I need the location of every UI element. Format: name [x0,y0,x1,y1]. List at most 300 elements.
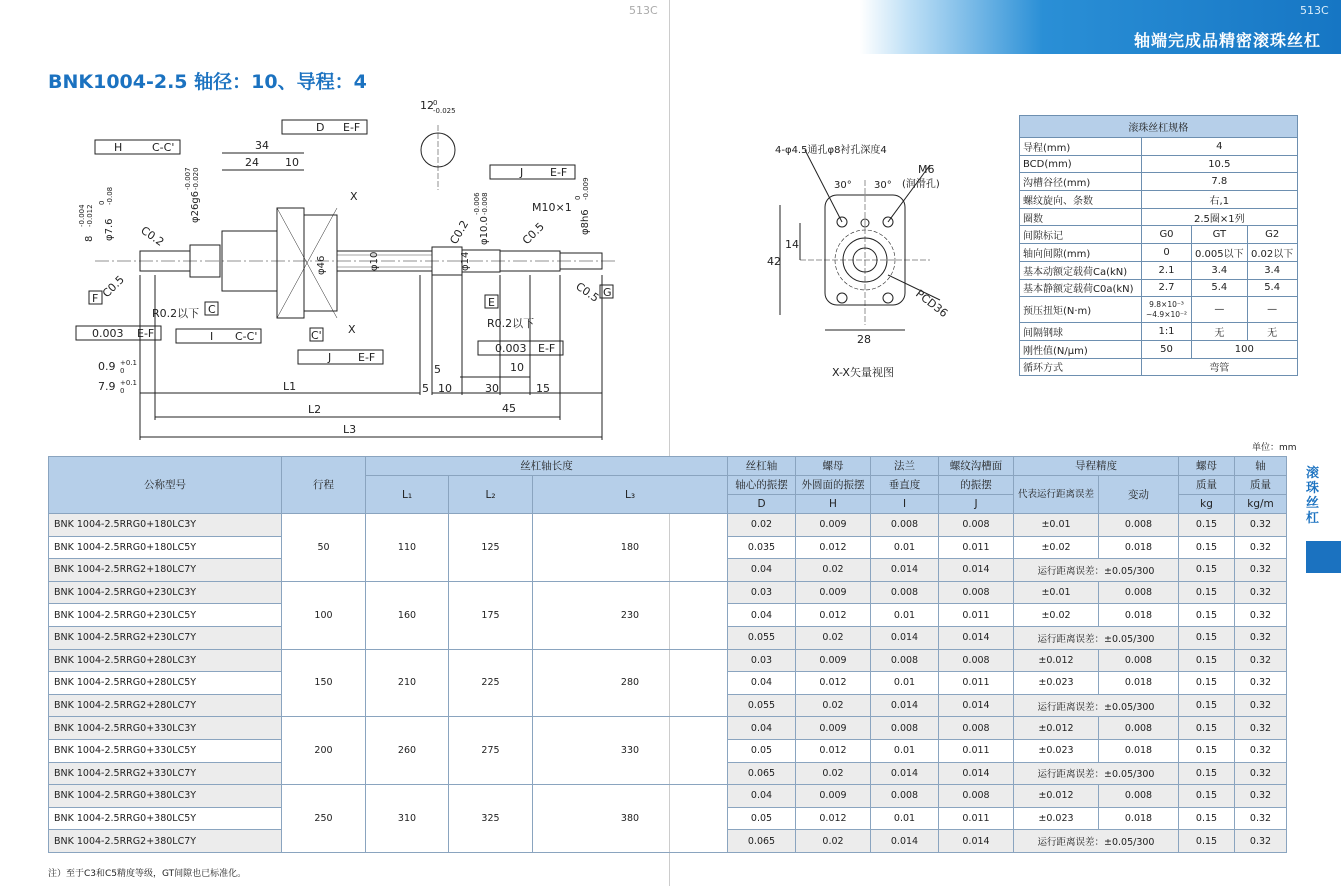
label-c-prime: C' [311,329,322,342]
label-c05-left: C0.5 [99,273,127,301]
table-cell: 0.014 [939,694,1014,717]
table-cell: 0.055 [728,626,796,649]
spec-label: 预压扭矩(N·m) [1020,297,1142,323]
table-cell: 0.02 [796,694,871,717]
header-i3: I [871,495,939,514]
table-cell: 0.04 [728,604,796,627]
banner-title: 轴端完成品精密滚珠丝杠 [1133,31,1321,50]
spec-value: 0 [1142,244,1192,262]
table-cell: BNK 1004-2.5RRG2+230LC7Y [49,626,282,649]
label-phi8h6: φ8h6 [580,209,591,235]
table-cell: 175 [449,581,533,649]
tol-phi8-low: -0.009 [582,177,590,200]
label-c05-right: C0.5 [519,220,547,248]
table-cell: 0.32 [1235,581,1287,604]
xview-angle-right: 30° [874,180,892,191]
table-cell: 运行距离误差：±0.05/300 [1014,694,1179,717]
spec-label: 基本静额定载荷C0a(kN) [1020,279,1142,297]
table-cell: 0.014 [939,626,1014,649]
product-title: BNK1004-2.5 轴径：10、导程：4 [48,71,367,93]
spec-label: 刚性值(N/μm) [1020,340,1142,358]
table-cell: 0.15 [1179,649,1235,672]
table-cell: 0.009 [796,581,871,604]
callout-h: H [114,141,123,154]
side-tab-label: 滚珠丝杠 [1306,466,1320,526]
table-cell: 0.009 [796,785,871,808]
spec-value: — [1247,297,1297,323]
label-r02-left: R0.2以下 [152,307,200,320]
table-cell: 0.008 [871,649,939,672]
spec-value: G2 [1247,226,1297,244]
header-length: 丝杠轴长度 [366,457,728,476]
table-cell: 0.009 [796,514,871,537]
tol-phi10-low: -0.008 [481,192,489,215]
callout-d-ref: E-F [343,121,361,134]
table-cell: 0.014 [939,830,1014,853]
label-x-bottom: X [348,323,356,336]
tol-8-low: -0.012 [86,204,94,227]
table-cell: BNK 1004-2.5RRG0+380LC5Y [49,807,282,830]
label-e: E [488,296,495,309]
table-cell: 0.008 [939,785,1014,808]
table-cell: BNK 1004-2.5RRG0+330LC3Y [49,717,282,740]
table-cell: 275 [449,717,533,785]
header-j3: J [939,495,1014,514]
table-cell: 0.014 [871,830,939,853]
table-cell: 0.008 [939,649,1014,672]
spec-value: 10.5 [1142,155,1298,173]
header-d1: 丝杠轴 [728,457,796,476]
spec-value: 弯管 [1142,358,1298,376]
table-cell: 0.008 [1099,581,1179,604]
table-row [49,581,1287,604]
table-cell: 0.15 [1179,514,1235,537]
table-cell: 0.012 [796,604,871,627]
callout-j2: J [328,351,332,364]
table-cell: 0.04 [728,717,796,740]
spec-value: 1:1 [1142,323,1192,341]
table-cell: 0.32 [1235,694,1287,717]
table-cell: 0.15 [1179,536,1235,559]
table-cell: 0.15 [1179,581,1235,604]
table-cell: ±0.023 [1014,672,1099,695]
page-number-left: 513C [629,4,658,17]
spec-label: 沟槽谷径(mm) [1020,173,1142,191]
table-cell: 0.008 [871,717,939,740]
table-cell: 280 [533,649,728,717]
table-cell: 0.15 [1179,717,1235,740]
xview-m6: M6 [918,163,935,176]
table-cell: BNK 1004-2.5RRG2+380LC7Y [49,830,282,853]
label-m10: M10×1 [532,201,572,214]
label-c: C [208,303,216,316]
dim-30: 30 [485,382,499,395]
spec-value: — [1192,297,1248,323]
table-cell: 0.15 [1179,807,1235,830]
spec-value: 50 [1142,340,1192,358]
table-cell: 0.008 [939,717,1014,740]
table-cell: 0.011 [939,739,1014,762]
table-cell: 0.04 [728,785,796,808]
header-h1: 螺母 [796,457,871,476]
table-cell: ±0.01 [1014,514,1099,537]
table-row [49,785,1287,808]
dim-0-9: 0.9 [98,360,116,373]
header-nut-mass2: 质量 [1179,476,1235,495]
table-cell: 0.15 [1179,694,1235,717]
header-l3: L₃ [533,476,728,514]
table-cell: BNK 1004-2.5RRG0+330LC5Y [49,739,282,762]
table-cell: BNK 1004-2.5RRG2+180LC7Y [49,559,282,582]
label-c02-left: C0.2 [138,223,167,249]
spec-value: G0 [1142,226,1192,244]
table-cell: 0.018 [1099,536,1179,559]
spec-value: 无 [1247,323,1297,341]
table-cell: 0.32 [1235,762,1287,785]
label-phi10: φ10 [369,251,380,271]
spec-value [1142,297,1192,323]
label-r02-right: R0.2以下 [487,317,535,330]
table-cell: 0.011 [939,807,1014,830]
callout-runout-right: 0.003 [495,342,527,355]
header-shaft-mass2: 质量 [1235,476,1287,495]
header-h3: H [796,495,871,514]
table-cell: 0.008 [1099,717,1179,740]
table-cell: 0.32 [1235,649,1287,672]
callout-runout-right-ref: E-F [538,342,556,355]
dim-10: 10 [285,156,299,169]
label-g: G [603,286,612,299]
spec-label: 导程(mm) [1020,138,1142,156]
spec-value: 3.4 [1192,261,1248,279]
table-cell: 0.018 [1099,739,1179,762]
table-cell: 0.15 [1179,559,1235,582]
table-cell: 0.15 [1179,830,1235,853]
callout-h-ref: C-C' [152,141,175,154]
dim-10b: 10 [510,361,524,374]
callout-j2-ref: E-F [358,351,376,364]
callout-i: I [210,330,214,343]
dim-l2: L2 [308,403,322,416]
spec-value: 5.4 [1247,279,1297,297]
xview-angle-left: 30° [834,180,852,191]
table-cell: ±0.02 [1014,604,1099,627]
label-phi10-0: φ10.0 [479,216,490,245]
table-cell: 0.15 [1179,739,1235,762]
table-cell: 0.32 [1235,830,1287,853]
spec-value: 2.5圈×1列 [1142,208,1298,226]
table-cell: 0.32 [1235,536,1287,559]
header-banner [860,0,1341,54]
torque-max: ~4.9×10⁻² [1145,309,1187,319]
table-cell: BNK 1004-2.5RRG0+230LC5Y [49,604,282,627]
table-cell: 0.014 [871,762,939,785]
table-cell: 0.008 [939,581,1014,604]
table-cell: 210 [366,649,449,717]
spec-label: 间隔钢球 [1020,323,1142,341]
table-cell: 0.02 [796,830,871,853]
table-cell: BNK 1004-2.5RRG0+180LC3Y [49,514,282,537]
table-cell: 0.065 [728,762,796,785]
label-phi46: φ46 [316,255,327,275]
spec-label: 螺纹旋向、条数 [1020,191,1142,209]
table-cell: 0.01 [871,604,939,627]
header-h2: 外圆面的振摆 [796,476,871,495]
header-d3: D [728,495,796,514]
torque-min: 9.8×10⁻³ [1149,299,1184,309]
spec-label: 基本动额定载荷Ca(kN) [1020,261,1142,279]
header-stroke: 行程 [282,457,366,514]
table-cell: 230 [533,581,728,649]
table-cell: 0.014 [939,559,1014,582]
spec-label: 圈数 [1020,208,1142,226]
table-cell: 380 [533,785,728,853]
label-phi7-6: φ7.6 [104,218,115,241]
table-cell: 200 [282,717,366,785]
callout-d: D [316,121,325,134]
header-model: 公称型号 [49,457,282,514]
callout-j-ref: E-F [550,166,568,179]
table-cell: 0.011 [939,536,1014,559]
table-cell: 0.02 [728,514,796,537]
table-cell: 0.02 [796,626,871,649]
tol-phi26-low: -0.020 [192,167,200,190]
table-cell: 0.008 [871,581,939,604]
spec-value: 4 [1142,138,1298,156]
callout-runout-left: 0.003 [92,327,124,340]
table-cell: 0.008 [1099,649,1179,672]
spec-value: 2.1 [1142,261,1192,279]
table-cell: 0.014 [939,762,1014,785]
callout-runout-left-ref: E-F [137,327,155,340]
table-cell: 310 [366,785,449,853]
table-cell: 运行距离误差：±0.05/300 [1014,559,1179,582]
table-cell: ±0.012 [1014,717,1099,740]
ball-screw-drawing [40,95,640,440]
spec-value: 无 [1192,323,1248,341]
table-cell: ±0.012 [1014,785,1099,808]
table-cell: 0.011 [939,672,1014,695]
spec-value: 5.4 [1192,279,1248,297]
table-cell: ±0.012 [1014,649,1099,672]
table-cell: 0.15 [1179,604,1235,627]
header-i1: 法兰 [871,457,939,476]
xview-dim-28: 28 [857,333,871,346]
table-cell: 0.02 [796,559,871,582]
dim-l3: L3 [343,423,357,436]
tol-phi7-6-up: 0 [98,200,106,205]
table-row [49,649,1287,672]
unit-label: 单位：mm [1252,443,1297,453]
table-cell: 0.32 [1235,739,1287,762]
model-table [48,456,1287,853]
tol-phi8-up: 0 [574,195,582,200]
dim-0-9-tol-up: +0.1 [120,359,137,367]
table-cell: 0.15 [1179,626,1235,649]
table-cell: 0.014 [871,559,939,582]
table-cell: 0.03 [728,581,796,604]
tol-phi7-6-low: -0.08 [106,186,114,205]
spec-label: BCD(mm) [1020,155,1142,173]
footnote: 注）至于C3和C5精度等级，GT间隙也已标准化。 [48,869,247,879]
table-row [49,514,1287,537]
xview-pcd: PCD36 [913,287,951,321]
model-table-body [49,514,1287,853]
table-cell: 330 [533,717,728,785]
table-cell: ±0.01 [1014,581,1099,604]
label-f: F [92,292,99,305]
spec-label: 循环方式 [1020,358,1142,376]
dim-34: 34 [255,139,269,152]
table-cell: 0.02 [796,762,871,785]
table-cell: 0.065 [728,830,796,853]
dim-7-9: 7.9 [98,380,116,393]
table-cell: 0.32 [1235,807,1287,830]
xview-caption: X-X矢量视图 [832,366,894,379]
table-cell: 0.04 [728,672,796,695]
table-cell: 0.011 [939,604,1014,627]
spec-value: 0.02以下 [1247,244,1297,262]
table-cell: 0.018 [1099,604,1179,627]
table-cell: 0.014 [871,694,939,717]
table-cell: 0.15 [1179,762,1235,785]
table-cell: 250 [282,785,366,853]
header-l2: L₂ [449,476,533,514]
table-cell: 运行距离误差：±0.05/300 [1014,762,1179,785]
table-cell: 0.32 [1235,785,1287,808]
table-cell: 0.32 [1235,626,1287,649]
table-cell: 0.012 [796,739,871,762]
tol-8-up: -0.004 [78,204,86,227]
table-cell: 0.04 [728,559,796,582]
table-cell: 运行距离误差：±0.05/300 [1014,830,1179,853]
table-cell: 110 [366,514,449,582]
xview-dim-42: 42 [767,255,781,268]
header-shaft-mass1: 轴 [1235,457,1287,476]
header-j2: 的振摆 [939,476,1014,495]
header-acc-travel: 代表运行距离误差 [1014,476,1099,514]
table-cell: 0.012 [796,536,871,559]
spec-value: 100 [1192,340,1298,358]
dim-0-9-tol-low: 0 [120,367,125,375]
side-tab-marker [1306,541,1341,573]
table-cell: 325 [449,785,533,853]
spec-value: 右,1 [1142,191,1298,209]
spec-value: 3.4 [1247,261,1297,279]
table-cell: 0.008 [939,514,1014,537]
table-cell: 0.008 [1099,785,1179,808]
table-cell: 150 [282,649,366,717]
xview-dim-14: 14 [785,238,799,251]
table-cell: 0.008 [871,514,939,537]
dim-45: 45 [502,402,516,415]
ball-screw-spec-table [1019,115,1298,376]
x-x-section-view [767,135,960,365]
table-cell: 0.018 [1099,807,1179,830]
dim-7-9-tol-low: 0 [120,387,125,395]
table-cell: ±0.023 [1014,739,1099,762]
table-cell: BNK 1004-2.5RRG0+230LC3Y [49,581,282,604]
label-c02-right: C0.2 [447,218,472,247]
table-cell: ±0.02 [1014,536,1099,559]
spec-value: 0.005以下 [1192,244,1248,262]
callout-i-ref: C-C' [235,330,258,343]
table-cell: 0.008 [871,785,939,808]
callout-j: J [520,166,524,179]
table-cell: 0.055 [728,694,796,717]
table-cell: 0.32 [1235,717,1287,740]
spec-value: 7.8 [1142,173,1298,191]
dim-10c: 10 [438,382,452,395]
spec-value: GT [1192,226,1248,244]
dim-5b: 5 [422,382,429,395]
spec-label: 轴向间隙(mm) [1020,244,1142,262]
dim-15: 15 [536,382,550,395]
dim-24: 24 [245,156,259,169]
table-cell: BNK 1004-2.5RRG2+280LC7Y [49,694,282,717]
header-accuracy: 导程精度 [1014,457,1179,476]
header-d2: 轴心的振摆 [728,476,796,495]
table-cell: 运行距离误差：±0.05/300 [1014,626,1179,649]
table-cell: 0.03 [728,649,796,672]
table-cell: ±0.023 [1014,807,1099,830]
label-x-top: X [350,190,358,203]
table-cell: 180 [533,514,728,582]
label-c05-end: C0.5 [573,279,602,305]
header-acc-var: 变动 [1099,476,1179,514]
table-cell: 0.012 [796,807,871,830]
table-cell: 225 [449,649,533,717]
dim-12: 12 [420,99,434,112]
table-cell: BNK 1004-2.5RRG2+330LC7Y [49,762,282,785]
table-cell: 0.32 [1235,604,1287,627]
table-cell: 0.01 [871,672,939,695]
table-cell: 125 [449,514,533,582]
header-nut-mass3: kg [1179,495,1235,514]
table-cell: 0.15 [1179,672,1235,695]
label-phi26: φ26g6 [190,190,201,223]
table-cell: BNK 1004-2.5RRG0+280LC5Y [49,672,282,695]
table-cell: 0.012 [796,672,871,695]
spec-header: 滚珠丝杠规格 [1020,116,1298,138]
table-cell: 0.01 [871,536,939,559]
xview-m6-lube: (润滑孔) [902,179,940,190]
table-cell: 0.15 [1179,785,1235,808]
table-cell: BNK 1004-2.5RRG0+180LC5Y [49,536,282,559]
table-cell: 0.018 [1099,672,1179,695]
header-l1: L₁ [366,476,449,514]
dim-7-9-tol-up: +0.1 [120,379,137,387]
table-cell: 0.01 [871,739,939,762]
spec-label: 间隙标记 [1020,226,1142,244]
header-nut-mass1: 螺母 [1179,457,1235,476]
table-cell: 160 [366,581,449,649]
dim-12-tol-up: 0 [433,99,438,107]
tol-phi26-up: -0.007 [184,167,192,190]
table-cell: 0.035 [728,536,796,559]
header-j1: 螺纹沟槽面 [939,457,1014,476]
table-cell: BNK 1004-2.5RRG0+380LC3Y [49,785,282,808]
table-cell: 260 [366,717,449,785]
table-cell: 0.05 [728,807,796,830]
xview-hole-note: 4-φ4.5通孔φ8衬孔深度4 [775,145,887,156]
table-cell: 0.008 [1099,514,1179,537]
table-cell: 50 [282,514,366,582]
table-cell: BNK 1004-2.5RRG0+280LC3Y [49,649,282,672]
dim-5: 5 [434,363,441,376]
table-cell: 0.32 [1235,514,1287,537]
table-row [49,717,1287,740]
